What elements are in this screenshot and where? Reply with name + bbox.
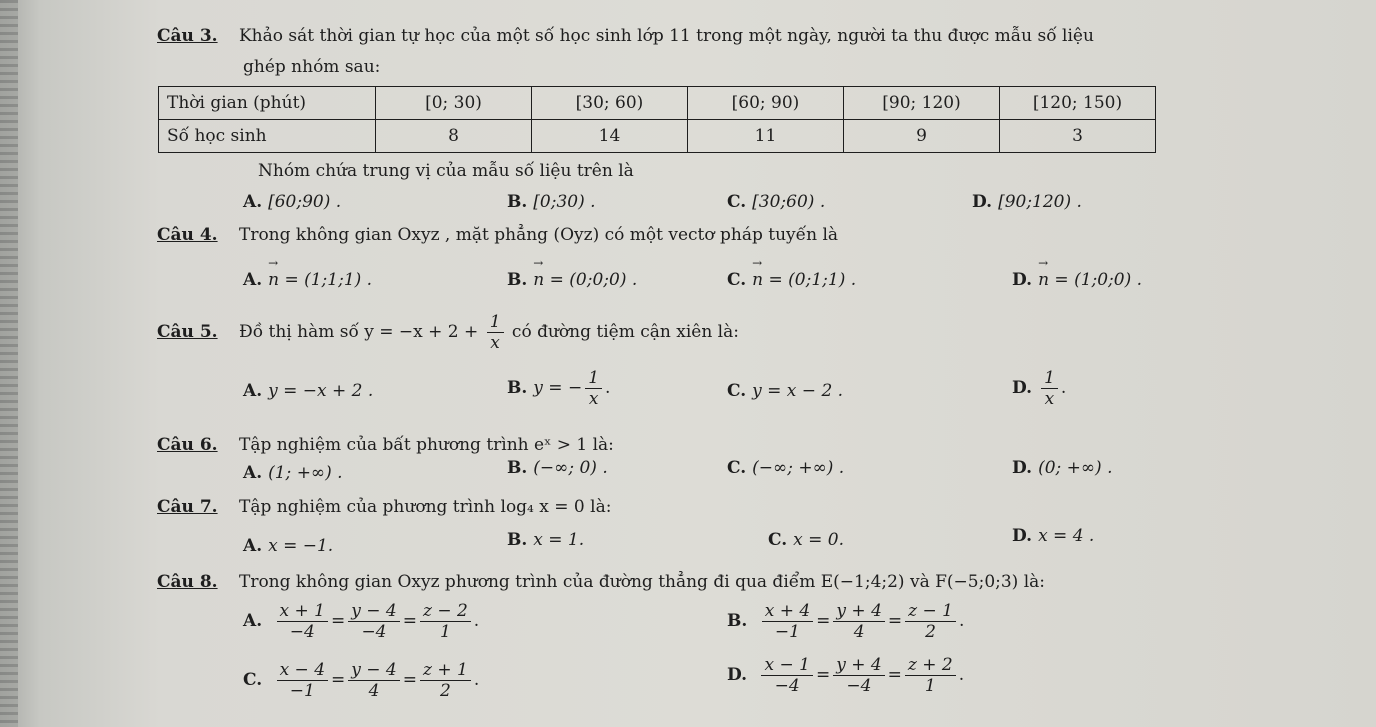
option-text: [60;90) . <box>268 192 342 212</box>
option-letter: A. <box>243 463 263 483</box>
option-letter: C. <box>727 192 747 212</box>
q5-option-d: D. $\frac{1}{x}$ . <box>1012 368 1067 409</box>
option-letter: B. <box>727 611 748 631</box>
option-letter: B. <box>507 530 528 550</box>
q6-option-d <box>1012 458 1113 478</box>
binding-edge <box>0 0 18 727</box>
option-letter: D. <box>1012 378 1033 398</box>
option-letter: B. <box>507 378 528 398</box>
option-letter: B. <box>507 458 528 478</box>
q5-option-a <box>243 381 373 401</box>
option-letter: C. <box>768 530 788 550</box>
table-cell: [90; 120) <box>844 87 1000 120</box>
fraction-numerator: y + 4 <box>833 655 884 676</box>
q4-option-a <box>243 270 372 290</box>
option-text: [90;120) . <box>998 192 1082 212</box>
fraction <box>487 312 504 353</box>
table-row <box>159 87 1156 120</box>
fraction-denominator: x <box>588 389 599 409</box>
q7-option-b <box>507 530 584 550</box>
question-3-text-line2: ghép nhóm sau: <box>243 57 381 77</box>
question-6-text: Tập nghiệm của bất phương trình eˣ > 1 là: <box>238 435 614 455</box>
option-letter: D. <box>1012 270 1033 290</box>
question-3 <box>157 26 1094 46</box>
option-text: y = x − 2 . <box>752 381 844 401</box>
option-letter: C. <box>727 381 747 401</box>
option-text: → n = (0;0;0) . <box>533 270 637 290</box>
question-3-prompt: Nhóm chứa trung vị của mẫu số liệu trên là <box>258 161 634 181</box>
q3-option-b <box>507 192 596 212</box>
fraction-denominator: 1 <box>924 676 936 696</box>
fraction-denominator: x <box>1044 389 1055 409</box>
option-text: → n = (1;1;1) . <box>268 270 372 290</box>
table-header-students: Số học sinh <box>159 120 376 153</box>
option-letter: C. <box>727 458 747 478</box>
option-letter: A. <box>243 270 263 290</box>
fraction-numerator: y + 4 <box>833 601 884 622</box>
q4-option-d <box>1012 270 1142 290</box>
fraction <box>277 660 328 701</box>
fraction-numerator: x − 1 <box>761 655 812 676</box>
fraction-numerator: z − 2 <box>420 601 471 622</box>
fraction-numerator: z + 1 <box>420 660 471 681</box>
option-letter: B. <box>507 270 528 290</box>
fraction-denominator: 1 <box>439 622 451 642</box>
option-text: → n = (0;1;1) . <box>752 270 856 290</box>
fraction <box>277 601 328 642</box>
question-5-number: Câu 5. <box>157 322 218 342</box>
option-text: y = −x + 2 . <box>268 381 374 401</box>
table-cell: 9 <box>844 120 1000 153</box>
option-letter: A. <box>243 381 263 401</box>
question-7 <box>157 497 611 517</box>
fraction <box>761 655 812 696</box>
fraction-numerator: x − 4 <box>277 660 328 681</box>
question-7-number: Câu 7. <box>157 497 218 517</box>
fraction-numerator: 1 <box>1041 368 1058 389</box>
fraction <box>905 655 956 696</box>
question-8 <box>157 572 1045 592</box>
fraction-numerator: x + 1 <box>277 601 328 622</box>
option-letter: C. <box>727 270 747 290</box>
option-letter: B. <box>507 192 528 212</box>
option-letter: D. <box>727 665 748 685</box>
q4-option-b <box>507 270 637 290</box>
fraction <box>420 601 471 642</box>
question-4-text: Trong không gian Oxyz , mặt phẳng (Oyz) có một vectơ pháp tuyến là <box>238 225 839 245</box>
fraction-denominator: 2 <box>925 622 936 642</box>
option-text: (−∞; 0) . <box>533 458 608 478</box>
question-7-text: Tập nghiệm của phương trình log₄ x = 0 là: <box>238 497 612 517</box>
fraction-denominator: −1 <box>289 681 315 701</box>
option-text: → n = (1;0;0) . <box>1038 270 1142 290</box>
table-cell: [60; 90) <box>688 87 844 120</box>
fraction-numerator: z − 1 <box>905 601 956 622</box>
fraction-denominator: −4 <box>774 676 800 696</box>
table-cell: 8 <box>376 120 532 153</box>
option-letter: D. <box>1012 458 1033 478</box>
q3-option-d <box>972 192 1082 212</box>
option-text: (0; +∞) . <box>1038 458 1113 478</box>
question-6-number: Câu 6. <box>157 435 218 455</box>
fraction <box>833 655 884 696</box>
fraction-denominator: −4 <box>361 622 387 642</box>
option-letter: D. <box>1012 526 1033 546</box>
fraction <box>348 660 399 701</box>
table-cell: [0; 30) <box>376 87 532 120</box>
q4-option-c <box>727 270 856 290</box>
question-8-text: Trong không gian Oxyz phương trình của đường thẳng đi qua điểm E(−1;4;2) và F(−5;0;3) là: <box>238 572 1046 592</box>
question-3-number: Câu 3. <box>157 26 218 46</box>
table-cell: 14 <box>532 120 688 153</box>
table-cell: [120; 150) <box>1000 87 1156 120</box>
option-letter: A. <box>243 192 263 212</box>
fraction-denominator: −1 <box>774 622 800 642</box>
table-row <box>159 120 1156 153</box>
fraction-denominator: x <box>490 333 500 353</box>
option-text: (1; +∞) . <box>268 463 343 483</box>
fraction <box>420 660 471 701</box>
question-5-text-after: có đường tiệm cận xiên là: <box>511 322 739 342</box>
fraction-numerator: x + 4 <box>762 601 813 622</box>
option-letter: A. <box>243 536 263 556</box>
table-header-time: Thời gian (phút) <box>159 87 376 120</box>
fraction-numerator: y − 4 <box>348 601 399 622</box>
q3-option-c <box>727 192 825 212</box>
q8-option-a: A. $\frac{x + 1}{-4}$ = $\frac{y - 4}{-4}$ = $\frac{z - 2}{1}$ . <box>243 601 480 642</box>
q7-option-c <box>768 530 844 550</box>
option-text: y = − <box>533 378 583 398</box>
q8-option-c: C. $\frac{x - 4}{-1}$ = $\frac{y - 4}{4}$ = $\frac{z + 1}{2}$ . <box>243 660 480 701</box>
option-letter: C. <box>243 670 263 690</box>
q8-option-b: B. $\frac{x + 4}{-1}$ = $\frac{y + 4}{4}$ = $\frac{z - 1}{2}$ . <box>727 601 965 642</box>
q8-option-d: D. $\frac{x - 1}{-4}$ = $\frac{y + 4}{-4}$ = $\frac{z + 2}{1}$ . <box>727 655 965 696</box>
question-8-number: Câu 8. <box>157 572 218 592</box>
fraction-numerator: 1 <box>585 368 602 389</box>
option-text: [0;30) . <box>533 192 596 212</box>
q5-option-c <box>727 381 843 401</box>
q6-option-b <box>507 458 608 478</box>
question-5-text-before: Đồ thị hàm số y = −x + 2 + <box>238 322 479 342</box>
fraction-denominator: 4 <box>368 681 380 701</box>
option-text: x = 0. <box>793 530 845 550</box>
q6-option-a <box>243 463 343 483</box>
option-text: [30;60) . <box>752 192 826 212</box>
table-cell: [30; 60) <box>532 87 688 120</box>
option-letter: D. <box>972 192 993 212</box>
q3-option-a <box>243 192 341 212</box>
fraction-denominator: 4 <box>853 622 865 642</box>
fraction <box>585 368 602 409</box>
question-4 <box>157 225 838 245</box>
table-cell: 3 <box>1000 120 1156 153</box>
q7-option-a <box>243 536 333 556</box>
fraction-numerator: z + 2 <box>905 655 956 676</box>
data-table <box>158 86 1156 153</box>
q6-option-c <box>727 458 844 478</box>
option-text: x = 4 . <box>1038 526 1095 546</box>
fraction <box>762 601 813 642</box>
fraction-numerator: 1 <box>487 312 504 333</box>
table-cell: 11 <box>688 120 844 153</box>
question-4-number: Câu 4. <box>157 225 218 245</box>
question-6 <box>157 435 614 455</box>
option-text: (−∞; +∞) . <box>752 458 845 478</box>
fraction <box>833 601 884 642</box>
fraction <box>905 601 956 642</box>
fraction-denominator: −4 <box>846 676 872 696</box>
fraction-denominator: 2 <box>440 681 451 701</box>
option-text: x = −1. <box>268 536 334 556</box>
option-text: x = 1. <box>533 530 585 550</box>
fraction <box>348 601 399 642</box>
q7-option-d <box>1012 526 1094 546</box>
q5-option-b: B. y = − $\frac{1}{x}$ . <box>507 368 611 409</box>
question-3-text: Khảo sát thời gian tự học của một số học sinh lớp 11 trong một ngày, người ta thu được mẫu số liệu <box>238 26 1094 46</box>
question-5 <box>157 312 739 353</box>
fraction-numerator: y − 4 <box>348 660 399 681</box>
option-letter: A. <box>243 611 263 631</box>
fraction-denominator: −4 <box>289 622 315 642</box>
fraction <box>1041 368 1058 409</box>
